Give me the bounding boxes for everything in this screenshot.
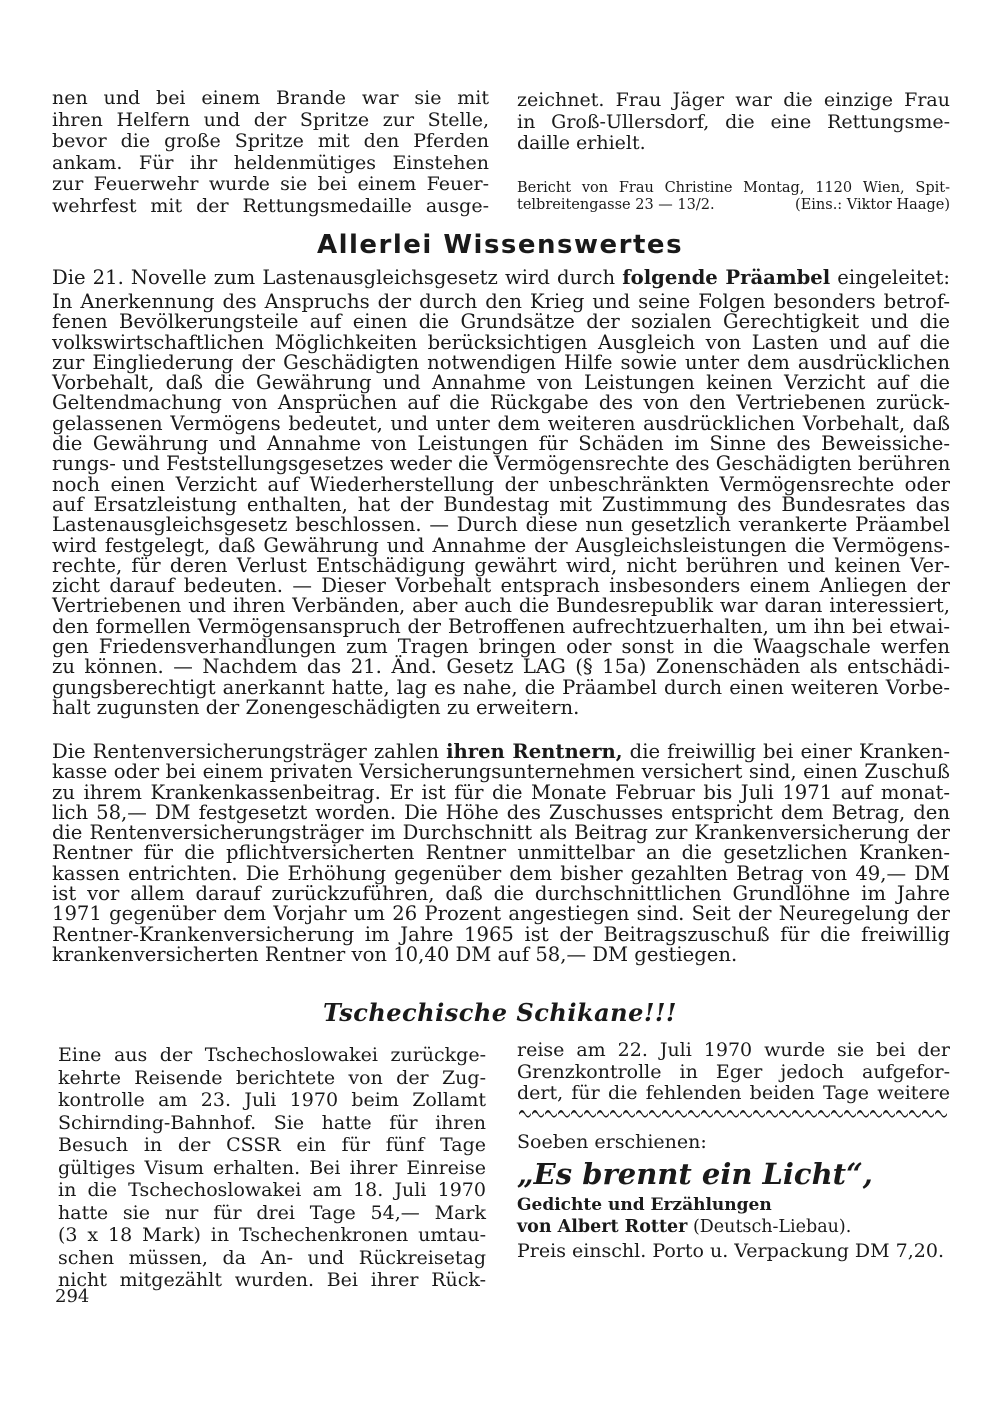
text-line: Rentner-Krankenversicherung im Jahre 1965 ist der Beitragszuschuß für die freiwillig (52, 922, 950, 946)
ornament-divider (517, 1106, 950, 1120)
text-line: Lastenausgleichsgesetz beschlossen. — Durch diese nun gesetzlich verankerte Präambel (52, 513, 950, 537)
text-line: kehrte Reisende berichtete von der Zug- (58, 1066, 486, 1089)
ornament-wave (883, 1110, 895, 1118)
ornament-wave (623, 1110, 635, 1118)
text-line: zur Feuerwehr wurde sie bei einem Feuer- (52, 173, 489, 195)
text-line: 1971 gegenüber dem Vorjahr um 26 Prozent angestiegen sind. Seit der Neuregelung der (52, 902, 950, 926)
preamble-paragraph (52, 292, 950, 718)
ad-price: Preis einschl. Porto u. Verpackung DM 7,20. (517, 1240, 944, 1262)
text-line: (3 x 18 Mark) in Tschechenkronen umtau- (58, 1224, 486, 1246)
text-line: Eine aus der Tschechoslowakei zurückge- (58, 1044, 486, 1066)
text-line: dert, für die fehlenden beiden Tage weitere (517, 1082, 950, 1104)
report-submitter: (Eins.: Viktor Haage) (795, 197, 950, 213)
ornament-wave (649, 1110, 661, 1118)
text-line: fenen Bevölkerungsteile auf einen die Grundsätze der sozialen Gerechtigkeit und die (52, 310, 950, 334)
text-line: rechte, für deren Verlust Entschädigung gewährt wird, nicht berühren und keinen Ver- (52, 553, 950, 577)
ornament-wave (610, 1110, 622, 1118)
text-line: den formellen Vermögensanspruch der Betroffenen aufrechtzuerhalten, um ihn bei etwai- (52, 614, 950, 638)
text-line: zicht darauf bedeuten. — Dieser Vorbehalt entsprach insbesonders einem Anliegen der (52, 574, 950, 598)
ornament-wave (935, 1110, 947, 1118)
ornament-wave (870, 1110, 882, 1118)
heading-schikane: Tschechische Schikane!!! (323, 998, 677, 1027)
text-line: Geltendmachung von Ansprüchen auf die Rückgabe des von den Vertriebenen zurück- (52, 391, 950, 415)
ornament-wave (727, 1110, 739, 1118)
text-line: gelassenen Vermögens bedeutet, und unter dem weiteren ausdrücklichen Vorbehalt, daß (52, 411, 950, 435)
text-line: die Rentenversicherungsträger im Durchschnitt als Beitrag zur Krankenversicherung der (52, 821, 950, 845)
ornament-wave (688, 1110, 700, 1118)
ornament-wave (675, 1110, 687, 1118)
text-line: die Gewährung und Annahme von Leistungen für Schäden im Sinne des Beweissiche- (52, 432, 950, 456)
text-line: ankam. Für ihr heldenmütiges Einstehen (52, 151, 489, 174)
text-line: kassen entrichten. Die Erhöhung gegenüber dem bisher gezahlten Betrag von 49,— DM (52, 861, 950, 885)
text-line: volkswirtschaftlichen Möglichkeiten berücksichtigen Ausgleich von Lasten und auf die (52, 330, 950, 354)
text-line: hatte sie nur für drei Tage 54,— Mark (58, 1201, 486, 1224)
ornament-wave (818, 1110, 830, 1118)
page-number: 294 (55, 1286, 90, 1307)
ornament-wave (571, 1110, 583, 1118)
top-right-column (517, 90, 950, 155)
intro-line (52, 268, 950, 288)
report-line-2 (517, 197, 950, 214)
ornament-wave (519, 1110, 531, 1118)
ornament-wave (636, 1110, 648, 1118)
ornament-wave (792, 1110, 804, 1118)
ornament-wave (701, 1110, 713, 1118)
ornament-wave (909, 1110, 921, 1118)
text-line: bevor die große Spritze mit den Pferden (52, 130, 489, 152)
ornament-wave (558, 1110, 570, 1118)
report-line-1: Bericht von Frau Christine Montag, 1120 Wien, Spit- (517, 180, 950, 196)
ornament-wave (857, 1110, 869, 1118)
text-line: in die Tschechoslowakei am 18. Juli 1970 (58, 1179, 486, 1201)
text-line: zeichnet. Frau Jäger war die einzige Frau (517, 89, 950, 111)
ornament-wave (532, 1110, 544, 1118)
text-line: wird festgelegt, daß Gewährung und Annahme der Ausgleichsleistungen die Vermögens- (52, 533, 950, 557)
ornament-wave (896, 1110, 908, 1118)
text-line: auf Ersatzleistung enthalten, hat der Bundestag mit Zustimmung des Bundesrates das (52, 492, 950, 516)
text-line: daille erhielt. (517, 132, 646, 154)
heading-allerlei: Allerlei Wissenswertes (316, 230, 684, 260)
ornament-wave (714, 1110, 726, 1118)
text-line: in Groß-Ullersdorf, die eine Rettungsme- (517, 110, 950, 133)
intro-pre: Die 21. Novelle zum Lastenausgleichsgesetz wird durch (52, 266, 623, 289)
text-line: kasse oder bei einem privaten Versicherungsunternehmen versichert sind, einen Zuschuß (52, 760, 950, 784)
intro-post: eingeleitet: (830, 266, 951, 289)
text-line: noch einen Verzicht auf Wiederherstellung der unbeschränkten Vermögensrechte oder (52, 472, 950, 496)
text-line: zu ihrem Krankenkassenbeitrag. Er ist für die Monate Februar bis Juli 1971 auf monat- (52, 780, 950, 804)
text-line: zur Eingliederung der Geschädigten notwendigen Hilfe sowie unter dem ausdrücklichen (52, 350, 950, 374)
top-left-column (52, 88, 489, 217)
text-line: ist vor allem darauf zurückzuführen, daß die durchschnittlichen Grundlöhne im Jahre (52, 882, 950, 906)
ornament-wave (844, 1110, 856, 1118)
text-line: Vertriebenen und ihren Verbänden, aber auch die Bundesrepublik war daran interessiert, (52, 594, 950, 618)
ad-subtitle: Gedichte und Erzählungen (517, 1195, 772, 1215)
text-line: kontrolle am 23. Juli 1970 beim Zollamt (58, 1089, 486, 1111)
text-line: rungs- und Feststellungsgesetzes weder die Vermögensrechte des Geschädigten berühren (52, 452, 951, 476)
text-line: lich 58,— DM festgesetzt worden. Die Höhe des Zuschusses entspricht dem Betrag, den (52, 800, 950, 824)
rent-paragraph (52, 742, 950, 965)
ad-intro: Soeben erschienen: (517, 1131, 707, 1153)
text-line: In Anerkennung des Anspruchs der durch den Krieg und seine Folgen besonders betrof- (52, 290, 950, 313)
ornament-wave (779, 1110, 791, 1118)
report-address: telbreitengasse 23 — 13/2. (517, 197, 715, 213)
ornament-wave (753, 1110, 765, 1118)
text-line: nicht mitgezählt wurden. Bei ihrer Rück- (58, 1269, 486, 1291)
text-line: Rentner für die pflichtversicherten Rentner unmittelbar an die gesetzlichen Kranken- (52, 841, 950, 865)
ornament-wave (584, 1110, 596, 1118)
text-line: Besuch in der CSSR ein für fünf Tage (58, 1134, 486, 1156)
ad-author: von Albert Rotter (Deutsch-Liebau). (517, 1217, 852, 1237)
rent-bold: ihren Rentnern, (446, 740, 623, 763)
text-line: reise am 22. Juli 1970 wurde sie bei der (517, 1039, 950, 1061)
ornament-wave (766, 1110, 778, 1118)
ornament-wave (831, 1110, 843, 1118)
text-line: gungsberechtigt anerkannt hatte, lag es nahe, die Präambel durch einen weiteren Vorbe- (52, 675, 950, 699)
text-line: gen Friedensverhandlungen zum Tragen bringen oder sonst in die Waagschale werfen (52, 635, 950, 659)
rent-last-line: krankenversicherten Rentner von 10,40 DM auf 58,— DM gestiegen. (52, 942, 738, 966)
rent-first-line: Die Rentenversicherungsträger zahlen ihren Rentnern, die freiwillig bei einer Kranken- (52, 740, 950, 763)
ornament-wave (597, 1110, 609, 1118)
ad-title: „Es brennt ein Licht“, (517, 1157, 873, 1191)
text-line: Schirnding-Bahnhof. Sie hatte für ihren (58, 1111, 486, 1134)
text-line: wehrfest mit der Rettungsmedaille ausge- (52, 194, 489, 217)
text-line: gültiges Visum erhalten. Bei ihrer Einreise (58, 1156, 486, 1179)
ornament-wave (805, 1110, 817, 1118)
text-line: Grenzkontrolle in Eger jedoch aufgefor- (517, 1060, 950, 1083)
text-line: schen müssen, da An- und Rückreisetag (58, 1246, 486, 1269)
ornament-wave (545, 1110, 557, 1118)
text-line: ihren Helfern und der Spritze zur Stelle, (52, 108, 489, 131)
report-credit (517, 180, 950, 214)
intro-bold: folgende Präambel (622, 266, 831, 289)
text-line: Vorbehalt, daß die Gewährung und Annahme von Leistungen keinen Verzicht auf die (52, 371, 950, 395)
ornament-wave (740, 1110, 752, 1118)
bottom-left-column (58, 1044, 486, 1292)
ornament-wave (662, 1110, 674, 1118)
text-line: zu können. — Nachdem das 21. Änd. Gesetz LAG (§ 15a) Zonenschäden als entschädi- (52, 655, 950, 679)
text-line: nen und bei einem Brande war sie mit (52, 87, 489, 109)
book-ad (517, 1130, 950, 1264)
ornament-wave (922, 1110, 934, 1118)
bottom-right-column (517, 1040, 950, 1105)
text-line: halt zugunsten der Zonengeschädigten zu erweitern. (52, 695, 580, 719)
